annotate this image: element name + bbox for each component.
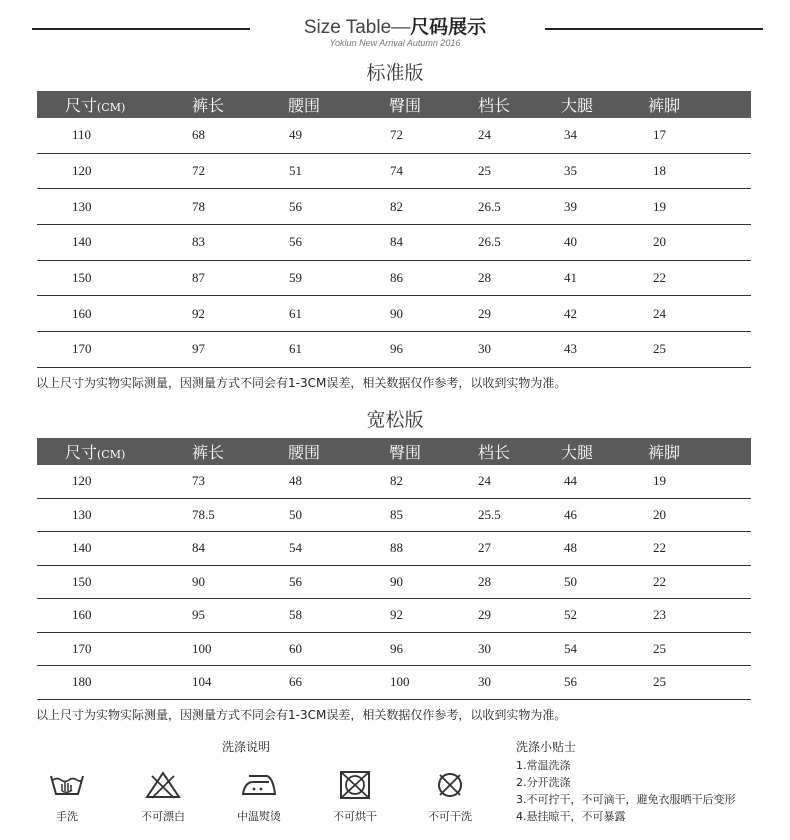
tip-item: 3.不可拧干，不可滴干，避免衣服晒干后变形 [516,793,736,806]
cell-hip: 84 [390,234,403,250]
cell-length: 78.5 [192,506,215,522]
loose-section-title: 宽松版 [366,409,424,431]
cell-hem: 22 [653,270,666,286]
tips-title: 洗涤小贴士 [516,740,577,754]
cell-waist: 56 [289,573,302,589]
table-row [37,532,751,566]
table-row [37,633,751,667]
cell-hip: 72 [390,127,403,143]
cell-waist: 50 [289,506,302,522]
cell-size: 120 [72,473,92,489]
no-dry-clean-icon-cell [405,770,495,824]
cell-thigh: 40 [564,234,577,250]
cell-hip: 90 [390,305,403,321]
cell-waist: 49 [289,127,302,143]
header-size: 尺寸(CM) [65,443,126,462]
cell-rise: 30 [478,674,491,690]
title-separator: — [391,17,411,38]
cell-size: 130 [72,506,92,522]
cell-waist: 51 [289,163,302,179]
header-hip: 臀围 [389,443,422,462]
cell-waist: 54 [289,540,302,556]
cell-thigh: 44 [564,473,577,489]
cell-rise: 24 [478,127,491,143]
cell-length: 90 [192,573,205,589]
cell-length: 87 [192,270,205,286]
cell-thigh: 56 [564,674,577,690]
cell-length: 73 [192,473,205,489]
table-row [37,666,751,700]
cell-length: 97 [192,341,205,357]
cell-hip: 82 [390,473,403,489]
cell-thigh: 48 [564,540,577,556]
cell-hem: 18 [653,163,666,179]
cell-hip: 92 [390,607,403,623]
cell-rise: 25 [478,163,491,179]
no-bleach-icon [143,770,183,800]
cell-thigh: 34 [564,127,577,143]
cell-hem: 25 [653,674,666,690]
cell-rise: 25.5 [478,506,501,522]
table-row [37,332,751,368]
header-hip: 臀围 [389,96,422,115]
cell-waist: 56 [289,198,302,214]
cell-hip: 74 [390,163,403,179]
table-row [37,225,751,261]
cell-waist: 66 [289,674,302,690]
tip-item: 1.常温洗涤 [516,759,571,772]
cell-thigh: 54 [564,640,577,656]
cell-hip: 86 [390,270,403,286]
header-rise: 档长 [478,96,511,115]
cell-hem: 19 [653,198,666,214]
no-bleach-icon-cell [118,770,208,824]
cell-rise: 27 [478,540,491,556]
cell-waist: 60 [289,640,302,656]
cell-size: 110 [72,127,92,143]
hand-wash-icon-cell [22,770,112,824]
cell-length: 78 [192,198,205,214]
header-waist: 腰围 [288,443,321,462]
cell-thigh: 46 [564,506,577,522]
cell-length: 100 [192,640,212,656]
header-thigh: 大腿 [561,443,594,462]
cell-waist: 56 [289,234,302,250]
no-bleach-label: 不可漂白 [141,810,185,823]
tip-item: 2.分开洗涤 [516,776,571,789]
table-row [37,566,751,600]
tip-item: 4.悬挂晾干，不可暴露 [516,810,626,823]
no-dry-clean-label: 不可干洗 [428,810,472,823]
cell-rise: 28 [478,270,491,286]
iron-medium-label: 中温熨烫 [237,810,281,823]
cell-size: 120 [72,163,92,179]
cell-hem: 24 [653,305,666,321]
cell-size: 150 [72,573,92,589]
page-subtitle: Yoklun New Arrival Autumn 2016 [329,38,461,48]
cell-length: 95 [192,607,205,623]
cell-thigh: 35 [564,163,577,179]
cell-hem: 23 [653,607,666,623]
cell-length: 72 [192,163,205,179]
table-header [37,438,751,465]
cell-thigh: 42 [564,305,577,321]
no-tumble-dry-icon [335,770,375,800]
table-body [37,465,751,700]
cell-rise: 26.5 [478,198,501,214]
cell-length: 83 [192,234,205,250]
header-length: 裤长 [192,96,225,115]
standard-note: 以上尺寸为实物实际测量，因测量方式不同会有1-3CM误差，相关数据仅作参考，以收到实物为准。 [36,376,567,390]
no-tumble-dry-icon-cell [310,770,400,824]
cell-size: 150 [72,270,92,286]
cell-hem: 17 [653,127,666,143]
table-row [37,599,751,633]
cell-size: 170 [72,341,92,357]
cell-length: 84 [192,540,205,556]
cell-hip: 100 [390,674,410,690]
cell-rise: 29 [478,607,491,623]
cell-thigh: 52 [564,607,577,623]
header-hem: 裤脚 [648,443,681,462]
cell-rise: 30 [478,640,491,656]
cell-rise: 28 [478,573,491,589]
page-title [0,12,790,39]
iron-medium-icon [239,770,279,800]
cell-length: 68 [192,127,205,143]
cell-length: 104 [192,674,212,690]
cell-size: 170 [72,640,92,656]
cell-hip: 82 [390,198,403,214]
cell-thigh: 50 [564,573,577,589]
cell-waist: 61 [289,305,302,321]
table-row [37,465,751,499]
cell-hem: 20 [653,234,666,250]
cell-rise: 26.5 [478,234,501,250]
cell-hip: 96 [390,640,403,656]
cell-hip: 90 [390,573,403,589]
cell-waist: 59 [289,270,302,286]
cell-size: 160 [72,305,92,321]
cell-rise: 29 [478,305,491,321]
cell-size: 180 [72,674,92,690]
cell-rise: 24 [478,473,491,489]
table-row [37,154,751,190]
table-header [37,91,751,118]
table-body [37,118,751,368]
loose-note: 以上尺寸为实物实际测量，因测量方式不同会有1-3CM误差，相关数据仅作参考，以收到实物为准。 [36,708,567,722]
header-length: 裤长 [192,443,225,462]
standard-size-table [37,91,751,368]
loose-size-table [37,438,751,700]
header-waist: 腰围 [288,96,321,115]
cell-hem: 22 [653,573,666,589]
wash-title: 洗涤说明 [222,740,271,754]
cell-thigh: 39 [564,198,577,214]
no-tumble-dry-label: 不可烘干 [333,810,377,823]
cell-hem: 20 [653,506,666,522]
table-row [37,296,751,332]
cell-size: 130 [72,198,92,214]
iron-medium-icon-cell [214,770,304,824]
cell-rise: 30 [478,341,491,357]
header-size: 尺寸(CM) [65,96,126,115]
cell-size: 140 [72,540,92,556]
hand-wash-icon [47,770,87,800]
wash-icons [30,770,500,830]
cell-hip: 85 [390,506,403,522]
cell-hem: 25 [653,341,666,357]
cell-length: 92 [192,305,205,321]
cell-hem: 22 [653,540,666,556]
cell-thigh: 41 [564,270,577,286]
cell-size: 160 [72,607,92,623]
table-row [37,189,751,225]
cell-hem: 19 [653,473,666,489]
standard-section-title: 标准版 [366,62,424,84]
cell-hip: 96 [390,341,403,357]
cell-waist: 48 [289,473,302,489]
cell-hem: 25 [653,640,666,656]
cell-hip: 88 [390,540,403,556]
no-dry-clean-icon [430,770,470,800]
cell-thigh: 43 [564,341,577,357]
cell-waist: 61 [289,341,302,357]
hand-wash-label: 手洗 [56,810,78,823]
header-rise: 档长 [478,443,511,462]
header-hem: 裤脚 [648,96,681,115]
header-thigh: 大腿 [561,96,594,115]
tips-list [516,757,736,825]
title-english: Size Table [303,17,392,38]
title-chinese: 尺码展示 [410,17,487,38]
cell-size: 140 [72,234,92,250]
table-row [37,499,751,533]
table-row [37,261,751,297]
table-row [37,118,751,154]
cell-waist: 58 [289,607,302,623]
